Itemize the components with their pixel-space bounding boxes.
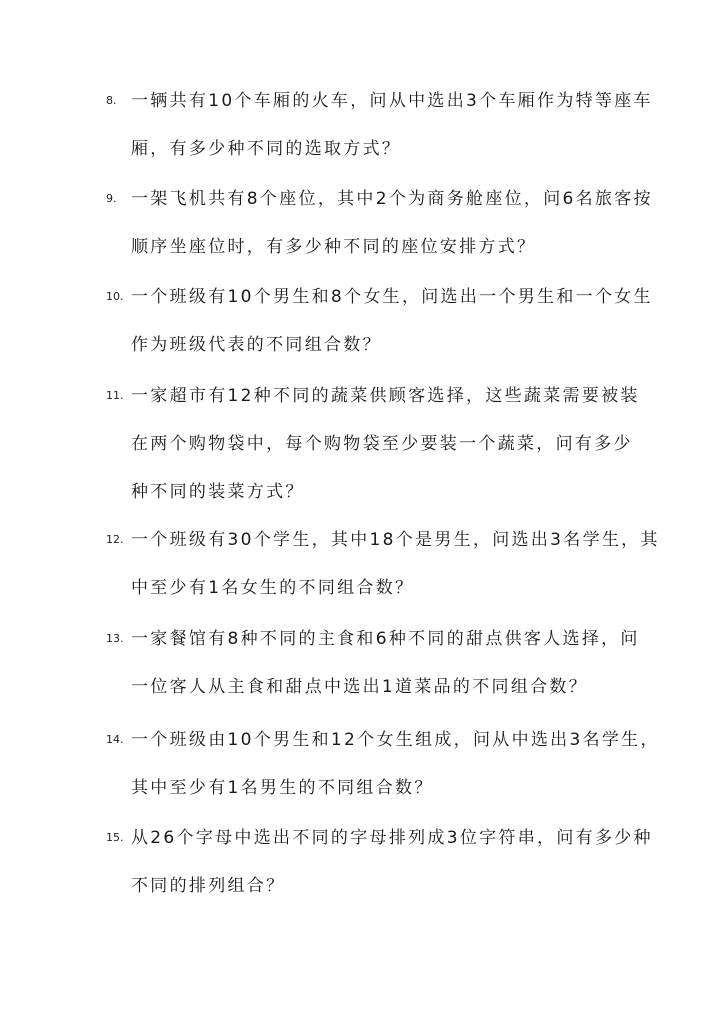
problem-number: 9.	[106, 192, 117, 205]
problem-text	[131, 273, 653, 369]
problem-text	[131, 516, 660, 612]
problem-line: 种不同的装菜方式？	[131, 482, 305, 502]
problem-text	[131, 175, 653, 271]
problem-line: 不同的排列组合？	[131, 876, 286, 896]
problem-9	[106, 175, 653, 271]
problem-line: 一个班级由10个男生和12个女生组成，问从中选出3名学生，	[131, 730, 660, 750]
problem-11	[106, 372, 646, 516]
problem-number: 8.	[106, 94, 117, 107]
problem-number: 11.	[106, 389, 124, 402]
problem-line: 其中至少有1名男生的不同组合数？	[131, 778, 434, 798]
problem-text	[131, 372, 646, 516]
problem-line: 一位客人从主食和甜点中选出1道菜品的不同组合数？	[131, 677, 589, 697]
problem-text	[131, 615, 646, 711]
problem-line: 中至少有1名女生的不同组合数？	[131, 578, 415, 598]
problem-14	[106, 716, 660, 812]
problem-line: 一个班级有10个男生和8个女生，问选出一个男生和一个女生	[131, 287, 653, 307]
problem-text	[131, 77, 653, 173]
problem-line: 作为班级代表的不同组合数？	[131, 335, 382, 355]
problem-number: 15.	[106, 831, 124, 844]
problem-line: 厢，有多少种不同的选取方式？	[131, 139, 402, 159]
problem-12	[106, 516, 660, 612]
problem-line: 一架飞机共有8个座位，其中2个为商务舱座位，问6名旅客按	[131, 189, 653, 209]
problem-number: 10.	[106, 290, 124, 303]
problem-line: 一个班级有30个学生，其中18个是男生，问选出3名学生，其	[131, 530, 660, 550]
problem-number: 12.	[106, 533, 124, 546]
problem-number: 14.	[106, 733, 124, 746]
problem-line: 一家餐馆有8种不同的主食和6种不同的甜点供客人选择，问	[131, 629, 640, 649]
problem-text	[131, 814, 653, 910]
problem-line: 顺序坐座位时，有多少种不同的座位安排方式？	[131, 237, 537, 257]
problem-text	[131, 716, 660, 812]
problem-number: 13.	[106, 632, 124, 645]
problem-10	[106, 273, 653, 369]
problem-13	[106, 615, 646, 711]
problem-line: 在两个购物袋中，每个购物袋至少要装一个蔬菜，问有多少	[131, 434, 633, 454]
problem-line: 一家超市有12种不同的蔬菜供顾客选择，这些蔬菜需要被装	[131, 386, 640, 406]
problem-8	[106, 77, 653, 173]
problem-line: 从26个字母中选出不同的字母排列成3位字符串，问有多少种	[131, 828, 653, 848]
problem-15	[106, 814, 653, 910]
problem-line: 一辆共有10个车厢的火车，问从中选出3个车厢作为特等座车	[131, 91, 653, 111]
